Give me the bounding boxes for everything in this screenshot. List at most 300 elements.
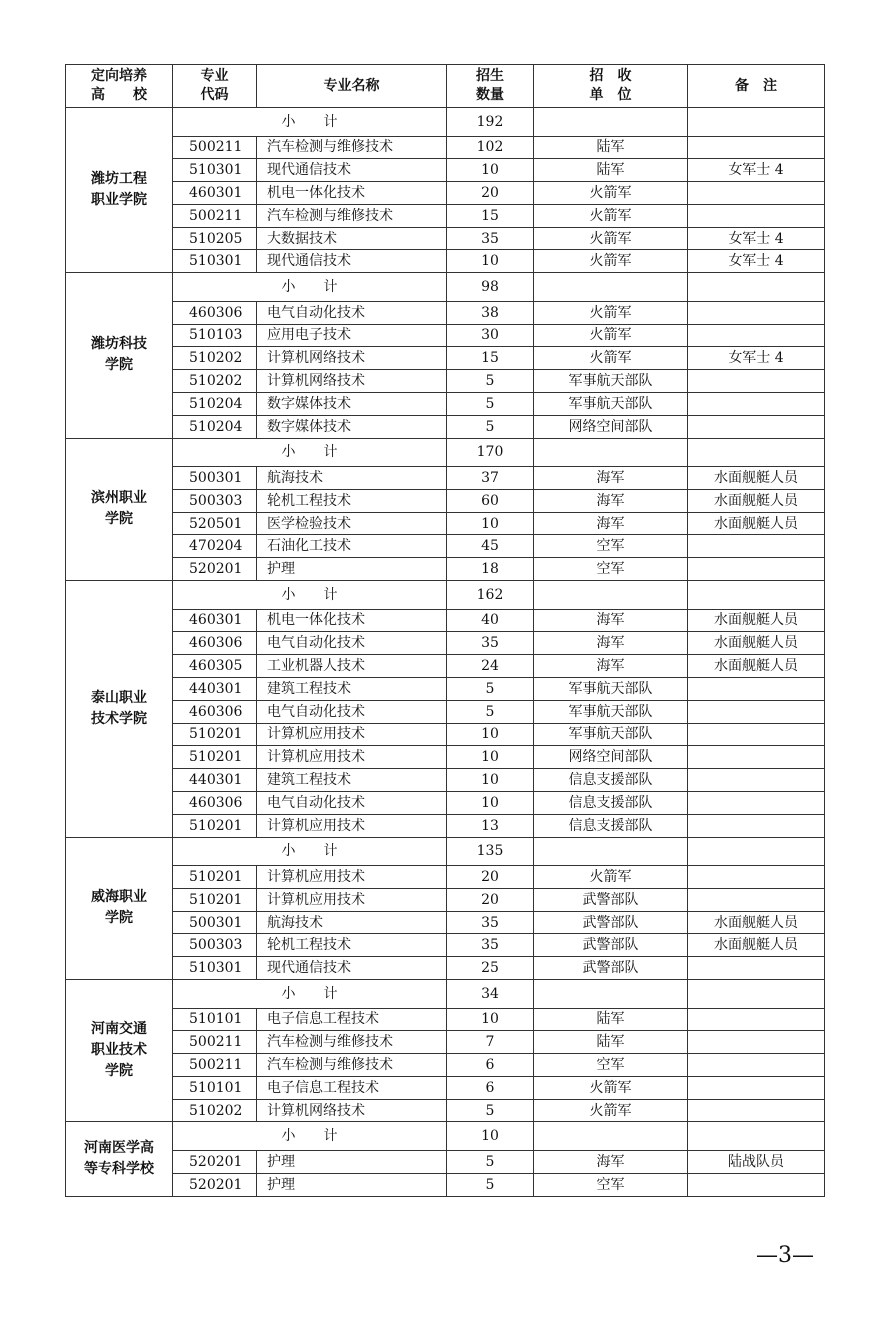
table-row <box>66 934 825 957</box>
note: 女军士 4 <box>688 347 825 370</box>
recruit-unit: 军事航天部队 <box>534 392 688 415</box>
major-name: 建筑工程技术 <box>257 677 447 700</box>
note <box>688 204 825 227</box>
header-major: 专业名称 <box>257 65 447 108</box>
school-name-line: 威海职业 <box>91 889 147 906</box>
enroll-count: 35 <box>447 934 534 957</box>
subtotal-label: 小 计 <box>173 980 447 1009</box>
note: 水面舰艇人员 <box>688 911 825 934</box>
major-name: 电气自动化技术 <box>257 301 447 324</box>
enroll-count: 5 <box>447 1173 534 1196</box>
table-row <box>66 1031 825 1054</box>
enroll-count: 24 <box>447 655 534 678</box>
school-name <box>66 1122 173 1196</box>
note-cell <box>688 273 825 302</box>
recruit-unit: 武警部队 <box>534 911 688 934</box>
subtotal-count: 34 <box>447 980 534 1009</box>
table-row <box>66 489 825 512</box>
major-code: 440301 <box>173 677 257 700</box>
recruit-unit: 火箭军 <box>534 324 688 347</box>
major-name: 计算机网络技术 <box>257 1099 447 1122</box>
recruit-unit: 陆军 <box>534 136 688 159</box>
school-name <box>66 108 173 273</box>
subtotal-row <box>66 837 825 866</box>
recruit-unit: 火箭军 <box>534 347 688 370</box>
school-name-line: 学院 <box>105 357 133 374</box>
recruit-unit: 陆军 <box>534 159 688 182</box>
note: 水面舰艇人员 <box>688 512 825 535</box>
header-unit: 招 收 单 位 <box>534 65 688 108</box>
table-row <box>66 512 825 535</box>
table-row <box>66 1008 825 1031</box>
major-code: 460301 <box>173 182 257 205</box>
table-row <box>66 347 825 370</box>
major-code: 510201 <box>173 723 257 746</box>
major-code: 500303 <box>173 489 257 512</box>
table-row <box>66 204 825 227</box>
note <box>688 1008 825 1031</box>
major-code: 520501 <box>173 512 257 535</box>
table-row <box>66 957 825 980</box>
table-row <box>66 888 825 911</box>
major-name: 计算机网络技术 <box>257 347 447 370</box>
unit-cell <box>534 1122 688 1151</box>
major-name: 石油化工技术 <box>257 535 447 558</box>
note <box>688 182 825 205</box>
recruit-unit: 空军 <box>534 535 688 558</box>
subtotal-row <box>66 273 825 302</box>
recruit-unit: 武警部队 <box>534 888 688 911</box>
school-name <box>66 581 173 837</box>
table-row <box>66 301 825 324</box>
subtotal-count: 162 <box>447 581 534 610</box>
major-name: 电子信息工程技术 <box>257 1008 447 1031</box>
major-code: 500211 <box>173 1054 257 1077</box>
table-row <box>66 415 825 438</box>
subtotal-count: 98 <box>447 273 534 302</box>
major-name: 现代通信技术 <box>257 250 447 273</box>
note-cell <box>688 1122 825 1151</box>
note <box>688 415 825 438</box>
major-name: 电气自动化技术 <box>257 632 447 655</box>
major-name: 汽车检测与维修技术 <box>257 1031 447 1054</box>
major-name: 汽车检测与维修技术 <box>257 136 447 159</box>
school-name-line: 职业技术 <box>91 1042 147 1059</box>
major-code: 500211 <box>173 204 257 227</box>
note <box>688 558 825 581</box>
table-row <box>66 182 825 205</box>
table-row <box>66 227 825 250</box>
major-code: 520201 <box>173 1150 257 1173</box>
recruit-unit: 海军 <box>534 489 688 512</box>
major-name: 轮机工程技术 <box>257 934 447 957</box>
table-row <box>66 1054 825 1077</box>
header-row <box>66 65 825 108</box>
note <box>688 700 825 723</box>
enroll-count: 35 <box>447 632 534 655</box>
note <box>688 1054 825 1077</box>
unit-cell <box>534 581 688 610</box>
note <box>688 535 825 558</box>
enroll-count: 37 <box>447 467 534 490</box>
major-name: 工业机器人技术 <box>257 655 447 678</box>
table-row <box>66 700 825 723</box>
note-cell <box>688 581 825 610</box>
table-row <box>66 1099 825 1122</box>
enroll-count: 35 <box>447 227 534 250</box>
recruit-unit: 海军 <box>534 632 688 655</box>
page-number: —3— <box>756 1243 814 1268</box>
school-name-line: 潍坊工程 <box>91 171 147 188</box>
school-name-line: 技术学院 <box>91 710 147 727</box>
note <box>688 677 825 700</box>
major-name: 护理 <box>257 1173 447 1196</box>
subtotal-label: 小 计 <box>173 273 447 302</box>
unit-cell <box>534 273 688 302</box>
note <box>688 957 825 980</box>
subtotal-label: 小 计 <box>173 1122 447 1151</box>
major-code: 520201 <box>173 1173 257 1196</box>
note <box>688 814 825 837</box>
note <box>688 1031 825 1054</box>
major-name: 机电一体化技术 <box>257 182 447 205</box>
note-cell <box>688 438 825 467</box>
major-name: 医学检验技术 <box>257 512 447 535</box>
recruit-unit: 军事航天部队 <box>534 723 688 746</box>
table-row <box>66 632 825 655</box>
unit-cell <box>534 438 688 467</box>
school-name-line: 学院 <box>105 511 133 528</box>
major-name: 建筑工程技术 <box>257 769 447 792</box>
table-row <box>66 791 825 814</box>
major-code: 510201 <box>173 888 257 911</box>
major-name: 电气自动化技术 <box>257 700 447 723</box>
recruit-unit: 信息支援部队 <box>534 814 688 837</box>
recruit-unit: 海军 <box>534 467 688 490</box>
major-name: 汽车检测与维修技术 <box>257 204 447 227</box>
recruit-unit: 空军 <box>534 1054 688 1077</box>
subtotal-count: 170 <box>447 438 534 467</box>
major-code: 510202 <box>173 1099 257 1122</box>
note <box>688 791 825 814</box>
enrollment-table <box>65 64 825 1197</box>
major-code: 460306 <box>173 791 257 814</box>
enroll-count: 15 <box>447 347 534 370</box>
table-row <box>66 159 825 182</box>
major-code: 500303 <box>173 934 257 957</box>
table-row <box>66 746 825 769</box>
note: 女军士 4 <box>688 250 825 273</box>
recruit-unit: 海军 <box>534 655 688 678</box>
enroll-count: 5 <box>447 392 534 415</box>
table-row <box>66 392 825 415</box>
school-name-line: 职业学院 <box>91 192 147 209</box>
table-row <box>66 136 825 159</box>
enroll-count: 10 <box>447 1008 534 1031</box>
enroll-count: 10 <box>447 769 534 792</box>
recruit-unit: 海军 <box>534 512 688 535</box>
enroll-count: 6 <box>447 1076 534 1099</box>
school-name <box>66 273 173 438</box>
recruit-unit: 武警部队 <box>534 957 688 980</box>
subtotal-label: 小 计 <box>173 108 447 137</box>
school-name-line: 潍坊科技 <box>91 336 147 353</box>
major-code: 470204 <box>173 535 257 558</box>
table-row <box>66 814 825 837</box>
table-row <box>66 558 825 581</box>
major-code: 460301 <box>173 609 257 632</box>
recruit-unit: 网络空间部队 <box>534 746 688 769</box>
subtotal-label: 小 计 <box>173 581 447 610</box>
recruit-unit: 火箭军 <box>534 1099 688 1122</box>
enroll-count: 5 <box>447 700 534 723</box>
note <box>688 301 825 324</box>
note <box>688 1099 825 1122</box>
subtotal-row <box>66 1122 825 1151</box>
major-code: 460306 <box>173 301 257 324</box>
major-name: 大数据技术 <box>257 227 447 250</box>
table-row <box>66 723 825 746</box>
note-cell <box>688 980 825 1009</box>
table-row <box>66 677 825 700</box>
major-name: 数字媒体技术 <box>257 392 447 415</box>
school-name-line: 河南交通 <box>91 1021 147 1038</box>
recruit-unit: 火箭军 <box>534 301 688 324</box>
enroll-count: 18 <box>447 558 534 581</box>
note: 水面舰艇人员 <box>688 467 825 490</box>
unit-cell <box>534 837 688 866</box>
major-code: 510301 <box>173 957 257 980</box>
school-name-line: 学院 <box>105 1063 133 1080</box>
recruit-unit: 陆军 <box>534 1031 688 1054</box>
school-name-line: 等专科学校 <box>84 1161 154 1178</box>
table-row <box>66 370 825 393</box>
major-name: 护理 <box>257 1150 447 1173</box>
recruit-unit: 空军 <box>534 1173 688 1196</box>
major-code: 460306 <box>173 632 257 655</box>
major-code: 510205 <box>173 227 257 250</box>
recruit-unit: 火箭军 <box>534 227 688 250</box>
school-name-line: 泰山职业 <box>91 689 147 706</box>
recruit-unit: 海军 <box>534 609 688 632</box>
note <box>688 370 825 393</box>
enroll-count: 25 <box>447 957 534 980</box>
major-code: 510301 <box>173 159 257 182</box>
note-cell <box>688 837 825 866</box>
unit-cell <box>534 108 688 137</box>
note <box>688 888 825 911</box>
enroll-count: 5 <box>447 370 534 393</box>
major-name: 计算机应用技术 <box>257 888 447 911</box>
enroll-count: 102 <box>447 136 534 159</box>
school-name-line: 滨州职业 <box>91 490 147 507</box>
subtotal-label: 小 计 <box>173 837 447 866</box>
major-name: 应用电子技术 <box>257 324 447 347</box>
note: 水面舰艇人员 <box>688 632 825 655</box>
subtotal-row <box>66 581 825 610</box>
subtotal-count: 192 <box>447 108 534 137</box>
enroll-count: 5 <box>447 1150 534 1173</box>
table-row <box>66 467 825 490</box>
table-body <box>66 108 825 1197</box>
recruit-unit: 信息支援部队 <box>534 791 688 814</box>
enroll-count: 10 <box>447 159 534 182</box>
enroll-count: 13 <box>447 814 534 837</box>
note <box>688 136 825 159</box>
enroll-count: 10 <box>447 791 534 814</box>
note: 水面舰艇人员 <box>688 934 825 957</box>
header-count: 招生 数量 <box>447 65 534 108</box>
enroll-count: 5 <box>447 415 534 438</box>
major-code: 460305 <box>173 655 257 678</box>
major-name: 现代通信技术 <box>257 159 447 182</box>
note <box>688 324 825 347</box>
table-row <box>66 911 825 934</box>
subtotal-label: 小 计 <box>173 438 447 467</box>
major-code: 500211 <box>173 136 257 159</box>
enroll-count: 20 <box>447 888 534 911</box>
subtotal-count: 10 <box>447 1122 534 1151</box>
recruit-unit: 军事航天部队 <box>534 700 688 723</box>
unit-cell <box>534 980 688 1009</box>
major-code: 510204 <box>173 392 257 415</box>
enroll-count: 5 <box>447 1099 534 1122</box>
major-code: 520201 <box>173 558 257 581</box>
enroll-count: 10 <box>447 512 534 535</box>
subtotal-count: 135 <box>447 837 534 866</box>
major-name: 汽车检测与维修技术 <box>257 1054 447 1077</box>
major-code: 510103 <box>173 324 257 347</box>
enroll-count: 10 <box>447 250 534 273</box>
note-cell <box>688 108 825 137</box>
recruit-unit: 信息支援部队 <box>534 769 688 792</box>
note: 女军士 4 <box>688 159 825 182</box>
recruit-unit: 陆军 <box>534 1008 688 1031</box>
major-code: 510301 <box>173 250 257 273</box>
major-code: 500301 <box>173 467 257 490</box>
recruit-unit: 火箭军 <box>534 250 688 273</box>
enroll-count: 15 <box>447 204 534 227</box>
major-name: 计算机应用技术 <box>257 723 447 746</box>
table-row <box>66 1173 825 1196</box>
note <box>688 769 825 792</box>
major-name: 计算机应用技术 <box>257 866 447 889</box>
table-row <box>66 535 825 558</box>
major-code: 510101 <box>173 1008 257 1031</box>
table-row <box>66 324 825 347</box>
major-code: 510201 <box>173 866 257 889</box>
table-row <box>66 1076 825 1099</box>
major-code: 500211 <box>173 1031 257 1054</box>
recruit-unit: 武警部队 <box>534 934 688 957</box>
major-code: 510201 <box>173 814 257 837</box>
major-code: 510201 <box>173 746 257 769</box>
recruit-unit: 网络空间部队 <box>534 415 688 438</box>
note: 水面舰艇人员 <box>688 609 825 632</box>
subtotal-row <box>66 980 825 1009</box>
enroll-count: 35 <box>447 911 534 934</box>
note <box>688 723 825 746</box>
note <box>688 746 825 769</box>
enroll-count: 20 <box>447 866 534 889</box>
enroll-count: 40 <box>447 609 534 632</box>
school-name <box>66 980 173 1122</box>
enroll-count: 45 <box>447 535 534 558</box>
major-name: 计算机应用技术 <box>257 814 447 837</box>
major-code: 460306 <box>173 700 257 723</box>
note: 陆战队员 <box>688 1150 825 1173</box>
header-note: 备 注 <box>688 65 825 108</box>
major-code: 500301 <box>173 911 257 934</box>
major-code: 510202 <box>173 347 257 370</box>
major-name: 轮机工程技术 <box>257 489 447 512</box>
note <box>688 866 825 889</box>
enroll-count: 38 <box>447 301 534 324</box>
recruit-unit: 军事航天部队 <box>534 370 688 393</box>
school-name <box>66 438 173 580</box>
subtotal-row <box>66 438 825 467</box>
recruit-unit: 火箭军 <box>534 204 688 227</box>
table-row <box>66 609 825 632</box>
enroll-count: 60 <box>447 489 534 512</box>
table-row <box>66 250 825 273</box>
recruit-unit: 海军 <box>534 1150 688 1173</box>
major-name: 护理 <box>257 558 447 581</box>
recruit-unit: 火箭军 <box>534 1076 688 1099</box>
note: 女军士 4 <box>688 227 825 250</box>
note <box>688 1076 825 1099</box>
major-name: 现代通信技术 <box>257 957 447 980</box>
header-code: 专业 代码 <box>173 65 257 108</box>
note: 水面舰艇人员 <box>688 655 825 678</box>
recruit-unit: 火箭军 <box>534 182 688 205</box>
enroll-count: 20 <box>447 182 534 205</box>
enroll-count: 10 <box>447 746 534 769</box>
note <box>688 1173 825 1196</box>
major-name: 电子信息工程技术 <box>257 1076 447 1099</box>
enroll-count: 5 <box>447 677 534 700</box>
school-name-line: 学院 <box>105 910 133 927</box>
recruit-unit: 空军 <box>534 558 688 581</box>
recruit-unit: 火箭军 <box>534 866 688 889</box>
enroll-count: 10 <box>447 723 534 746</box>
table-row <box>66 655 825 678</box>
table-row <box>66 769 825 792</box>
major-name: 数字媒体技术 <box>257 415 447 438</box>
major-name: 航海技术 <box>257 911 447 934</box>
subtotal-row <box>66 108 825 137</box>
major-code: 510202 <box>173 370 257 393</box>
header-school: 定向培养 高 校 <box>66 65 173 108</box>
major-name: 航海技术 <box>257 467 447 490</box>
table-row <box>66 866 825 889</box>
enroll-count: 6 <box>447 1054 534 1077</box>
table-row <box>66 1150 825 1173</box>
major-name: 计算机应用技术 <box>257 746 447 769</box>
major-code: 510204 <box>173 415 257 438</box>
major-name: 机电一体化技术 <box>257 609 447 632</box>
school-name <box>66 837 173 979</box>
major-code: 510101 <box>173 1076 257 1099</box>
school-name-line: 河南医学高 <box>84 1140 154 1157</box>
note: 水面舰艇人员 <box>688 489 825 512</box>
major-name: 电气自动化技术 <box>257 791 447 814</box>
recruit-unit: 军事航天部队 <box>534 677 688 700</box>
note <box>688 392 825 415</box>
enroll-count: 30 <box>447 324 534 347</box>
major-name: 计算机网络技术 <box>257 370 447 393</box>
enroll-count: 7 <box>447 1031 534 1054</box>
